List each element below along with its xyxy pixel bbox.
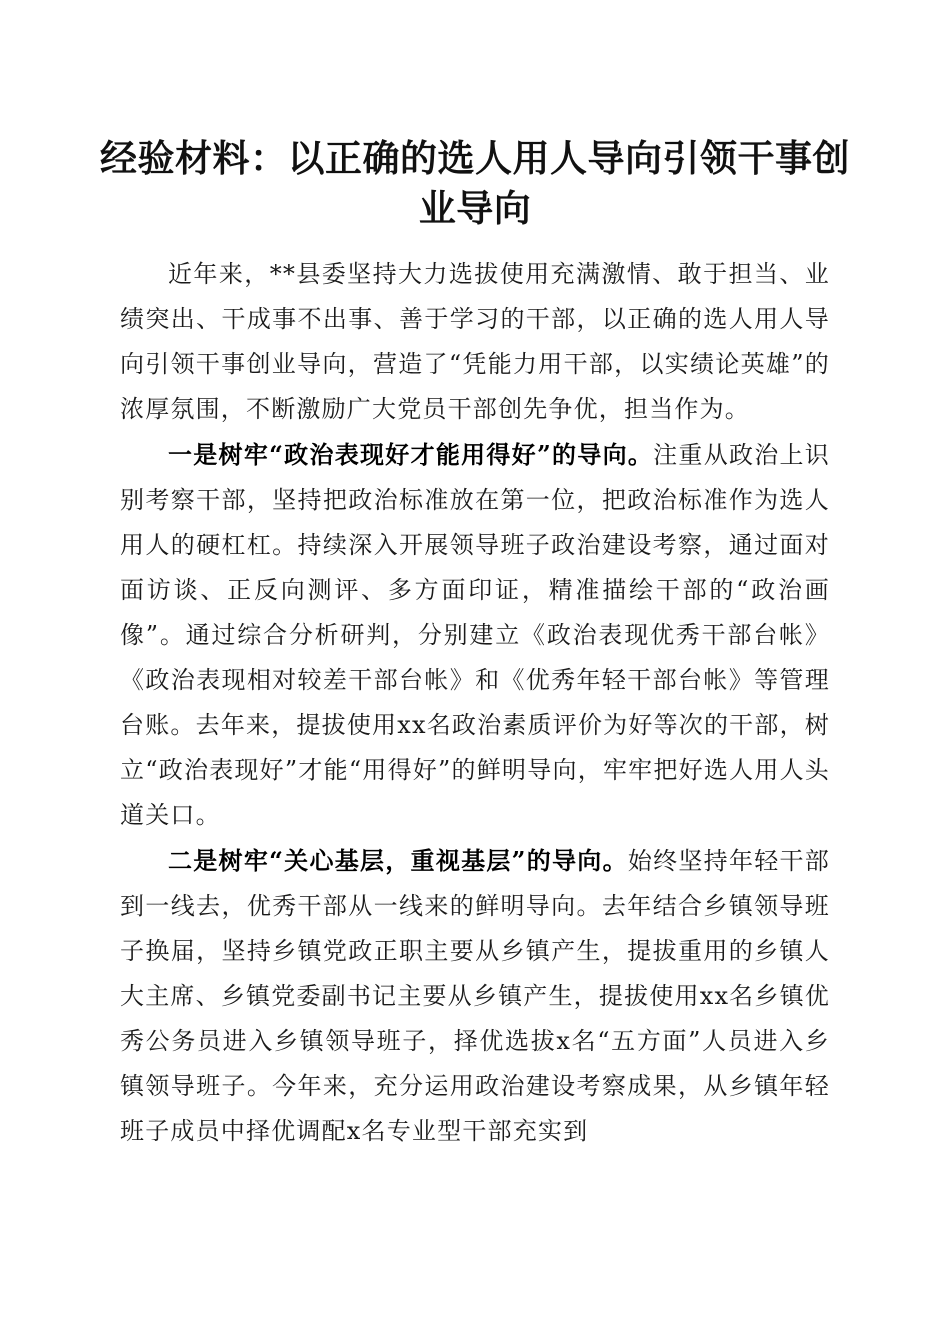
paragraph-lead: 一是树牢“政治表现好才能用得好”的导向。 [168,440,654,469]
paragraph-intro [120,252,830,432]
document-title: 经验材料：以正确的选人用人导向引领干事创业导向 [100,136,850,230]
paragraph-lead: 二是树牢“关心基层，重视基层”的导向。 [168,846,628,875]
paragraph-text: 近年来，**县委坚持大力选拔使用充满激情、敢于担当、业绩突出、干成事不出事、善于学习的干部，以正确的选人用人导向引领干事创业导向，营造了“凭能力用干部，以实绩论英雄”的浓厚氛围，不断激励广大党员干部创先争优，担当作为。 [120,260,830,423]
document-body [120,252,830,1154]
paragraph-political-standard [120,432,830,838]
paragraph-text: 始终坚持年轻干部到一线去，优秀干部从一线来的鲜明导向。去年结合乡镇领导班子换届，坚持乡镇党政正职主要从乡镇产生，提拔重用的乡镇人大主席、乡镇党委副书记主要从乡镇产生，提拔使用xx名乡镇优秀公务员进入乡镇领导班子，择优选拔x名“五方面”人员进入乡镇领导班子。今年来，充分运用政治建设考察成果，从乡镇年轻班子成员中择优调配x名专业型干部充实到 [120,847,830,1145]
paragraph-text: 注重从政治上识别考察干部，坚持把政治标准放在第一位，把政治标准作为选人用人的硬杠杠。持续深入开展领导班子政治建设考察，通过面对面访谈、正反向测评、多方面印证，精准描绘干部的“政治画像”。通过综合分析研判，分别建立《政治表现优秀干部台帐》《政治表现相对较差干部台帐》和《优秀年轻干部台帐》等管理台账。去年来，提拔使用xx名政治素质评价为好等次的干部，树立“政治表现好”才能“用得好”的鲜明导向，牢牢把好选人用人头道关口。 [120,441,830,829]
paragraph-grassroots [120,838,830,1154]
